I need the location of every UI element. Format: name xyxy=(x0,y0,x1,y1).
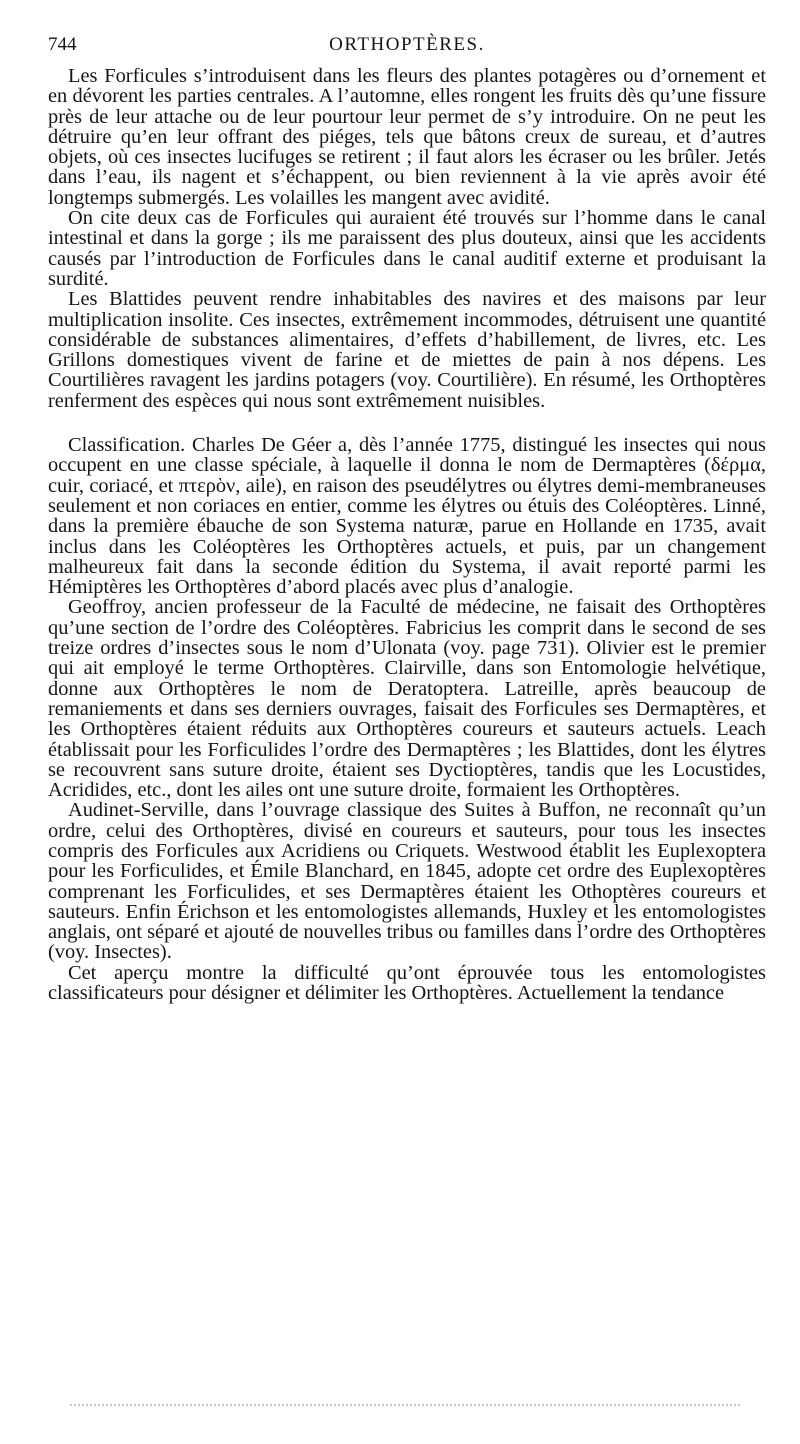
running-title: ORTHOPTÈRES. xyxy=(329,34,485,55)
page-header xyxy=(48,34,766,60)
page-number: 744 xyxy=(48,34,77,55)
paragraph-classification-summary: Cet aperçu montre la difficulté qu’ont éprouvée tous les entomologistes classificateurs pour désigner et délimiter les Orthoptères. Actuellement la tendance xyxy=(48,961,766,1005)
bleed-through-line xyxy=(70,1404,740,1410)
paragraph-forficules-damage: Les Forficules s’introduisent dans les fleurs des plantes potagères ou d’ornement et en dévorent les parties centrales. A l’automne, elles rongent les fruits dès qu’une fissure près de leur attache ou de leur pourtour leur permet de s’y introduire. On ne peut les détruire qu’en leur offrant des piéges, tels que bâtons creux de sureau, et d’autres objets, où ces insectes lucifuges se retirent ; il faut alors les écraser ou les brûler. Jetés dans l’eau, ils nagent et s’échappent, ou bien reviennent à la vie après avoir été longtemps submergés. Les volailles les mangent avec avidité. xyxy=(48,65,766,209)
paragraph-classification-geoffroy: Geoffroy, ancien professeur de la Faculté de médecine, ne faisait des Orthoptères qu’une section de l’ordre des Coléoptères. Fabricius les comprit dans le second de ses treize ordres d’insectes sous le nom d’Ulonata (voy. page 731). Olivier est le premier qui ait employé le terme Orthoptères. Clairville, dans son Entomologie helvétique, donne aux Orthoptères le nom de Deratoptera. Latreille, après beaucoup de remaniements et dans ses derniers ouvrages, faisait des Forficules ses Dermaptères, et les Orthoptères étaient réduits aux Orthoptères coureurs et sauteurs actuels. Leach établissait pour les Forficulides l’ordre des Dermaptères ; les Blattides, dont les élytres se recouvrent sans suture droite, étaient ses Dyctioptères, tandis que les Locustides, Acridides, etc., dont les ailes ont une suture droite, formaient les Orthoptères. xyxy=(48,596,766,802)
paragraph-forficules-human-cases: On cite deux cas de Forficules qui auraient été trouvés sur l’homme dans le canal intestinal et dans la gorge ; ils me paraissent des plus douteux, ainsi que les accidents causés par l’introduction de Forficules dans le canal auditif externe et produisant la surdité. xyxy=(48,207,766,290)
paragraph-classification-serville: Audinet-Serville, dans l’ouvrage classique des Suites à Buffon, ne reconnaît qu’un ordre, celui des Orthoptères, divisé en coureurs et sauteurs, pour tous les insectes compris des Forficules aux Acridiens ou Criquets. Westwood établit les Euplexoptera pour les Forficulides, et Émile Blanchard, en 1845, adopte cet ordre des Euplexoptères comprenant les Forficulides, et ses Dermaptères étaient les Othoptères coureurs et sauteurs. Enfin Érichson et les entomologistes allemands, Huxley et les entomologistes anglais, ont séparé et ajouté de nouvelles tribus ou familles dans l’ordre des Orthoptères (voy. Insectes). xyxy=(48,799,766,964)
paragraph-classification-de-geer: Classification. Charles De Géer a, dès l’année 1775, distingué les insectes qui nous occupent en une classe spéciale, à laquelle il donna le nom de Dermaptères (δέρμα, cuir, coriacé, et πτερὸν, aile), en raison des pseudélytres ou élytres demi-membraneuses seulement et non coriaces en entier, comme les élytres ou étuis des Coléoptères. Linné, dans la première ébauche de son Systema naturæ, parue en Hollande en 1735, avait inclus dans les Coléoptères les Orthoptères actuels, et puis, par un changement malheureux fait dans la seconde édition du Systema, il avait reporté parmi les Hémiptères les Orthoptères d’abord placés avec plus d’analogie. xyxy=(48,434,766,599)
body-text xyxy=(48,66,766,1003)
section-gap xyxy=(48,411,766,435)
paragraph-blattides-nuisance: Les Blattides peuvent rendre inhabitables des navires et des maisons par leur multiplication insolite. Ces insectes, extrêmement incommodes, détruisent une quantité considérable de substances alimentaires, d’effets d’habillement, de livres, etc. Les Grillons domestiques vivent de farine et de miettes de pain à nos dépens. Les Courtilières ravagent les jardins potagers (voy. Courtilière). En résumé, les Orthoptères renferment des espèces qui nous sont extrêmement nuisibles. xyxy=(48,288,766,412)
